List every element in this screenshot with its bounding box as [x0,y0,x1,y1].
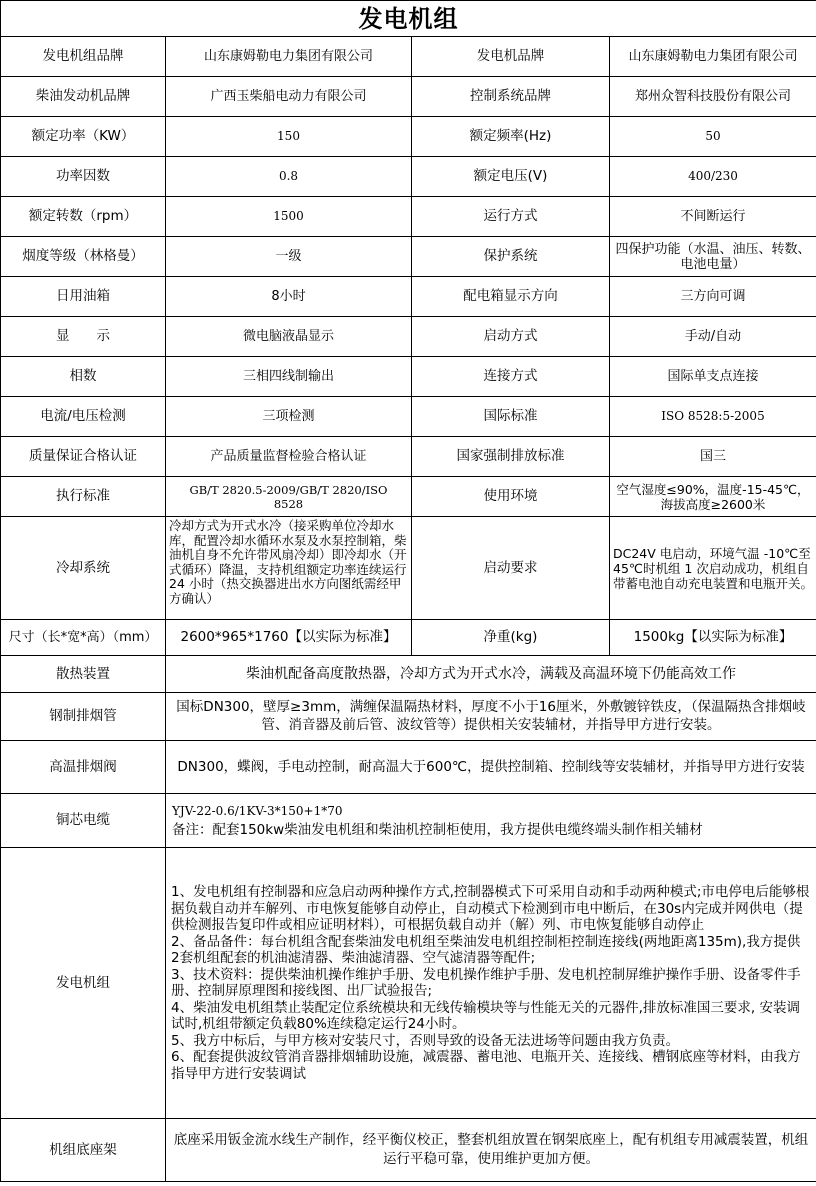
value-genset-detail [166,848,816,1119]
table-row [1,437,816,477]
value-international-standard: ISO 8528:5-2005 [610,397,816,437]
label-copper-cable: 铜芯电缆 [1,794,166,848]
genset-paragraph: 5、我方中标后，与甲方核对安装尺寸，否则导致的设备无法进场等问题由我方负责。 [171,1032,680,1049]
value-emission-standard: 国三 [610,437,816,477]
value-display-direction: 三方向可调 [610,277,816,317]
table-row [1,848,816,1119]
label-connection: 连接方式 [412,357,610,397]
table-row [1,741,816,794]
value-net-weight: 1500kg【以实际为标准】 [610,620,816,656]
value-daily-fuel-tank: 8小时 [166,277,412,317]
label-environment: 使用环境 [412,477,610,517]
table-row [1,1119,816,1182]
table-row [1,77,816,117]
table-row [1,517,816,620]
label-operation-mode: 运行方式 [412,197,610,237]
value-engine-brand: 广西玉柴船电动力有限公司 [166,77,412,117]
value-quality-certification: 产品质量监督检验合格认证 [166,437,412,477]
table-row [1,197,816,237]
genset-paragraph: 4、柴油发电机组禁止装配定位系统模块和无线传输模块等与性能无关的元器件,排放标准国三要求, 安装调试时,机组带额定负载80%连续稳定运行24小时。 [171,999,800,1032]
label-exhaust-valve: 高温排烟阀 [1,741,166,794]
table-row [1,656,816,693]
value-phases: 三相四线制输出 [166,357,412,397]
label-emission-standard: 国家强制排放标准 [412,437,610,477]
table-row [1,277,816,317]
value-smoke-grade: 一级 [166,237,412,277]
value-rated-power: 150 [166,117,412,157]
label-control-brand: 控制系统品牌 [412,77,610,117]
label-daily-fuel-tank: 日用油箱 [1,277,166,317]
table-row [1,397,816,437]
label-rated-frequency: 额定频率(Hz) [412,117,610,157]
label-heat-dissipation: 散热装置 [1,656,166,693]
value-current-voltage-detection: 三项检测 [166,397,412,437]
label-cooling-system: 冷却系统 [1,517,166,620]
label-dimensions: 尺寸（长*宽*高）（mm） [1,620,166,656]
label-genset-detail: 发电机组 [1,848,166,1119]
value-genset-brand: 山东康姆勒电力集团有限公司 [166,37,412,77]
table-row [1,620,816,656]
value-power-factor: 0.8 [166,157,412,197]
label-power-factor: 功率因数 [1,157,166,197]
value-rated-speed: 1500 [166,197,412,237]
label-display: 显 示 [1,317,166,357]
label-net-weight: 净重(kg) [412,620,610,656]
label-genset-brand: 发电机组品牌 [1,37,166,77]
cable-spec: YJV-22-0.6/1KV-3*150+1*70 [172,803,343,818]
label-start-mode: 启动方式 [412,317,610,357]
genset-paragraph: 6、配套提供波纹管消音器排烟辅助设施，减震器、蓄电池、电瓶开关、连接线、槽钢底座等材料，由我方指导甲方进行安装调试 [171,1049,801,1082]
table-row [1,794,816,848]
value-rated-voltage: 400/230 [610,157,816,197]
table-row [1,37,816,77]
table-row [1,357,816,397]
genset-paragraph: 1、发电机组有控制器和应急启动两种操作方式,控制器模式下可采用自动和手动两种模式;市电停电后能够根据负载自动并车解列、市电恢复能够自动停止，自动模式下检测到市电中断后，在30s内完成并网供电（提供检测报告复印件或相应证明材料），可根据负载自动并（解）列、市电恢复能够自动停止 [171,884,810,933]
label-protection-system: 保护系统 [412,237,610,277]
value-start-mode: 手动/自动 [610,317,816,357]
value-rated-frequency: 50 [610,117,816,157]
value-control-brand: 郑州众智科技股份有限公司 [610,77,816,117]
value-connection: 国际单支点连接 [610,357,816,397]
label-phases: 相数 [1,357,166,397]
value-operation-mode: 不间断运行 [610,197,816,237]
label-rated-power: 额定功率（KW） [1,117,166,157]
table-row [1,693,816,741]
value-protection-system: 四保护功能（水温、油压、转数、电池电量） [610,237,816,277]
label-international-standard: 国际标准 [412,397,610,437]
value-heat-dissipation: 柴油机配备高度散热器，冷却方式为开式水冷，满载及高温环境下仍能高效工作 [166,656,816,693]
label-base-frame: 机组底座架 [1,1119,166,1182]
label-smoke-grade: 烟度等级（林格曼） [1,237,166,277]
label-quality-certification: 质量保证合格认证 [1,437,166,477]
table-row [1,157,816,197]
table-title: 发电机组 [1,1,816,37]
value-copper-cable [166,794,816,848]
label-start-requirement: 启动要求 [412,517,610,620]
value-steel-exhaust-pipe: 国标DN300，壁厚≥3mm，满缠保温隔热材料，厚度不小于16厘米，外敷镀锌铁皮，（保温隔热含排烟岐管、消音器及前后管、波纹管等）提供相关安装辅材，并指导甲方进行安装。 [166,693,816,741]
value-generator-brand: 山东康姆勒电力集团有限公司 [610,37,816,77]
value-environment: 空气湿度≤90%，温度-15-45℃，海拔高度≥2600米 [610,477,816,517]
value-dimensions: 2600*965*1760【以实际为标准】 [166,620,412,656]
value-execution-standard: GB/T 2820.5-2009/GB/T 2820/ISO 8528 [166,477,412,517]
table-row [1,317,816,357]
label-engine-brand: 柴油发动机品牌 [1,77,166,117]
label-rated-speed: 额定转数（rpm） [1,197,166,237]
value-cooling-system: 冷却方式为开式水冷（接采购单位冷却水库，配置冷却水循环水泵及水泵控制箱，柴油机自身不允许带风扇冷却）即冷却水（开式循环）降温，支持机组额定功率连续运行 24 小时（热交换器进出水方向图纸需经甲方确认） [166,517,412,620]
value-start-requirement: DC24V 电启动，环境气温 -10℃至45℃时机组 1 次启动成功，机组自带蓄电池自动充电装置和电瓶开关。 [610,517,816,620]
table-row [1,117,816,157]
value-base-frame: 底座采用钣金流水线生产制作，经平衡仪校正，整套机组放置在钢架底座上，配有机组专用减震装置，机组运行平稳可靠，使用维护更加方便。 [166,1119,816,1182]
table-row [1,477,816,517]
value-exhaust-valve: DN300，蝶阀，手电动控制，耐高温大于600℃，提供控制箱、控制线等安装辅材，并指导甲方进行安装 [166,741,816,794]
label-generator-brand: 发电机品牌 [412,37,610,77]
genset-paragraph: 2、备品备件：每台机组含配套柴油发电机组至柴油发电机组控制柜控制连接线(两地距离135m),我方提供 2套机组配套的机油滤清器、柴油滤清器、空气滤清器等配件; [171,933,801,966]
label-current-voltage-detection: 电流/电压检测 [1,397,166,437]
label-execution-standard: 执行标准 [1,477,166,517]
label-display-direction: 配电箱显示方向 [412,277,610,317]
label-rated-voltage: 额定电压(V) [412,157,610,197]
label-steel-exhaust-pipe: 钢制排烟管 [1,693,166,741]
table-row [1,237,816,277]
genset-paragraph: 3、技术资料：提供柴油机操作维护手册、发电机操作维护手册、发电机控制屏维护操作手册、设备零件手册、控制屏原理图和接线图、出厂试验报告; [171,966,801,999]
cable-note: 备注：配套150kw柴油发电机组和柴油机控制柜使用，我方提供电缆终端头制作相关辅材 [172,821,703,838]
value-display: 微电脑液晶显示 [166,317,412,357]
